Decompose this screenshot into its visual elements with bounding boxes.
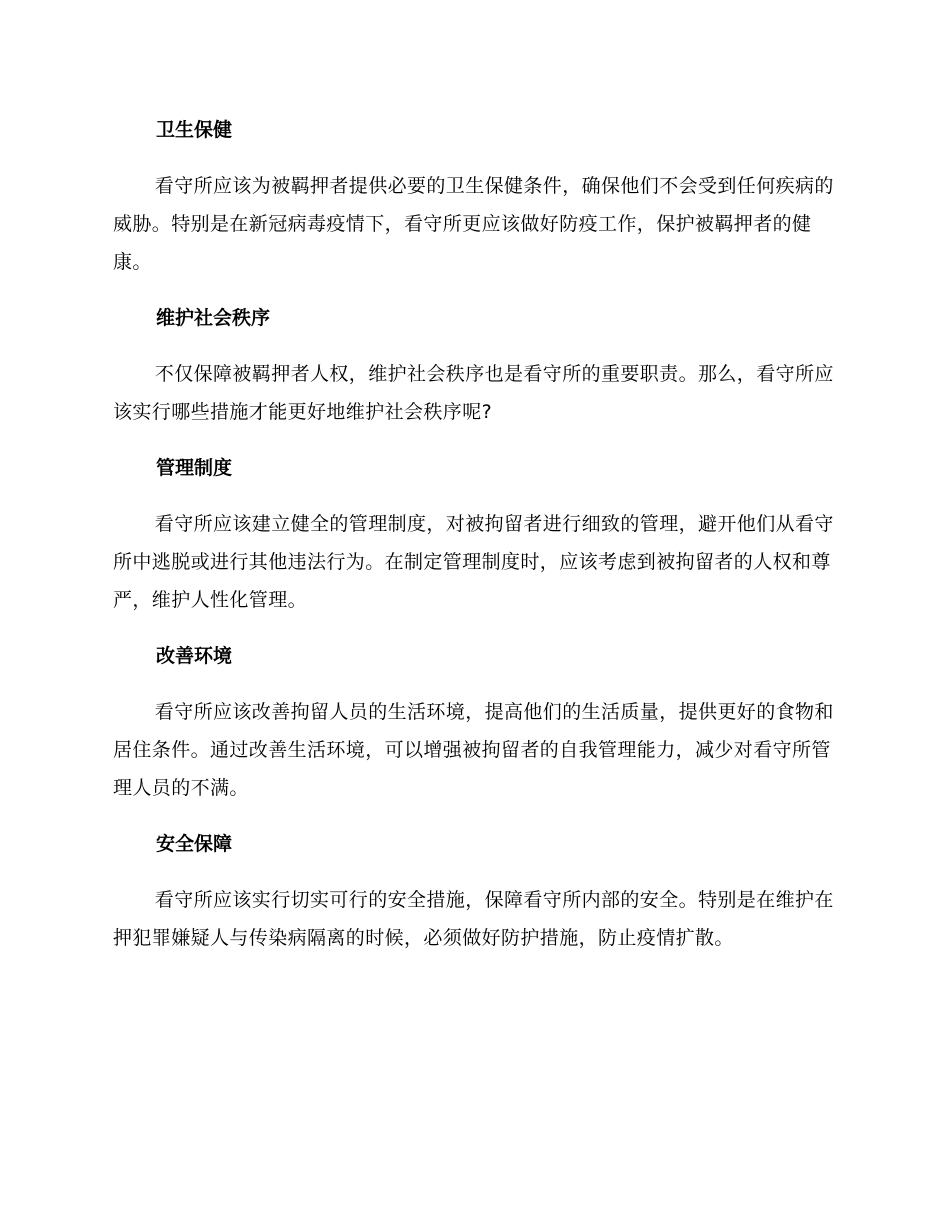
- section-body-health: 看守所应该为被羁押者提供必要的卫生保健条件，确保他们不会受到任何疾病的威胁。特别是在新冠病毒疫情下，看守所更应该做好防疫工作，保护被羁押者的健康。: [113, 175, 834, 273]
- section-body-social-order: 不仅保障被羁押者人权，维护社会秩序也是看守所的重要职责。那么，看守所应该实行哪些措施才能更好地维护社会秩序呢?: [113, 363, 834, 423]
- document-page: [113, 108, 835, 972]
- section-heading-social-order: 维护社会秩序: [156, 307, 271, 329]
- section-heading-environment: 改善环境: [156, 645, 233, 667]
- section-body-environment: 看守所应该改善拘留人员的生活环境，提高他们的生活质量，提供更好的食物和居住条件。通过改善生活环境，可以增强被拘留者的自我管理能力，减少对看守所管理人员的不满。: [113, 701, 834, 799]
- section-heading-security: 安全保障: [156, 833, 233, 855]
- section-heading-management: 管理制度: [156, 457, 233, 479]
- section-heading-health: 卫生保健: [156, 119, 233, 141]
- section-body-management: 看守所应该建立健全的管理制度，对被拘留者进行细致的管理，避开他们从看守所中逃脱或进行其他违法行为。在制定管理制度时，应该考虑到被拘留者的人权和尊严，维护人性化管理。: [113, 513, 834, 611]
- section-body-security: 看守所应该实行切实可行的安全措施，保障看守所内部的安全。特别是在维护在押犯罪嫌疑人与传染病隔离的时候，必须做好防护措施，防止疫情扩散。: [113, 889, 834, 949]
